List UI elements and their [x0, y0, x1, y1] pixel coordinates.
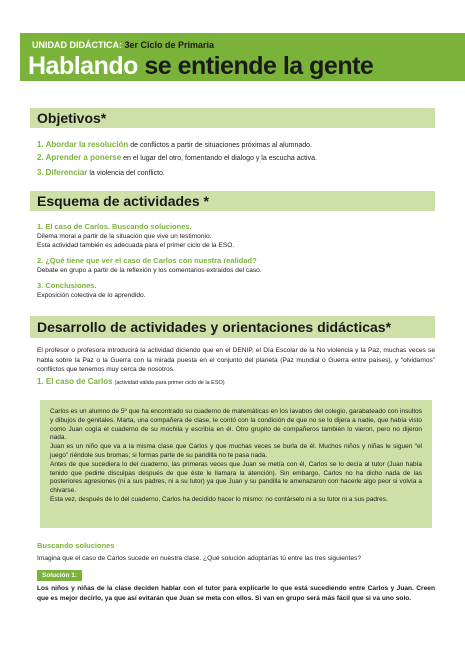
activity-item [37, 256, 437, 275]
activity-title: 2. ¿Qué tiene que ver el caso de Carlos con nuestra realidad? [37, 256, 257, 265]
objective-number: 1. [37, 140, 44, 149]
activity-item [37, 222, 437, 250]
unit-label: UNIDAD DIDÁCTICA: [32, 40, 122, 50]
page-title [28, 52, 373, 81]
objective-highlight: Diferenciar [45, 168, 88, 177]
case-title [37, 377, 225, 386]
header-banner [20, 33, 465, 81]
activity-title: 1. El caso de Carlos. Buscando soluciones. [37, 222, 192, 231]
activities-heading: Esquema de actividades * [30, 191, 435, 211]
solution-text: Los niños y niñas de la clase deciden hablar con el tutor para explicarle lo que está sucediendo entre Carlos y Juan. Creen que es mejor decirlo, ya que así evitarán que Juan se meta con ellos. Si van en grupo será más fácil que si va uno solo. [37, 585, 435, 602]
title-part-1: Hablando [28, 52, 138, 80]
story-paragraph: Juan es un niño que va a la misma clase que Carlos y que muchas veces se burla de él. Muchos niños y niñas le siguen “el juego” riéndole sus bromas; si formas parte de su pandilla no te pasa nada. [50, 443, 422, 459]
story-paragraph: Antes de que sucediera lo del cuaderno, las primeras veces que Juan se metía con él, Carlos se lo decía al tutor (Juan había tenido que pedirle disculpas después de que éste le llamara la atención). Sin embargo, Carlos no ha dicho nada de las posteriores agresiones (ni a sus padres, ni a su tutor) ya que Juan y su pandilla le amenazaron con hacerle algo peor si volvía a chivarse. [50, 460, 422, 495]
objective-text: de conflictos a partir de situaciones próximas al alumnado. [130, 142, 312, 149]
case-note: (actividad válida para primer ciclo de la ESO) [114, 380, 225, 386]
objective-item [37, 140, 312, 149]
activity-line: Exposición colectiva de lo aprendido. [37, 292, 146, 299]
objective-highlight: Abordar la resolución [45, 140, 129, 149]
unit-level: 3er Ciclo de Primaria [124, 40, 215, 50]
activity-line: Dilema moral a partir de la situación que vive un testimonio. [37, 233, 212, 240]
objective-number: 2. [37, 153, 44, 162]
solutions-question: Imagina que el caso de Carlos sucede en nuestra clase. ¿Qué solución adoptarías tú entre las tres siguientes? [37, 555, 362, 562]
development-heading: Desarrollo de actividades y orientaciones didácticas* [30, 316, 435, 338]
objective-highlight: Aprender a ponerse [45, 153, 122, 162]
activity-title: 3. Conclusiones. [37, 281, 97, 290]
objective-item [37, 153, 317, 162]
activity-item [37, 281, 437, 300]
activity-line: Esta actividad también es adecuada para el primer ciclo de la ESO. [37, 242, 235, 249]
solution-label: Solución 1: [37, 570, 82, 581]
objectives-heading: Objetivos* [30, 108, 435, 128]
story-paragraph: Carlos es un alumno de 5º que ha encontrado su cuaderno de matemáticas en los lavabos del colegio, garabateado con insultos y dibujos de genitales. Marta, una compañera de clase, le contó con la condición de que no se lo dijera a nadie, que había visto como Juan cogía el cuaderno de su mochila y escribía en él. Otro grupito de compañeros también lo vieron, pero no dijeron nada. [50, 408, 422, 442]
objective-text: la violencia del conflicto. [89, 170, 165, 177]
objective-item [37, 168, 165, 177]
title-part-2: se entiende la gente [144, 52, 374, 80]
activity-line: Debate en grupo a partir de la reflexión y los comentarios extraídos del caso. [37, 267, 262, 274]
development-intro: El profesor o profesora introducirá la actividad diciendo que en el DENIP, el Día Escolar de la No violencia y la Paz, muchas veces se habla sobre la Paz o la Guerra con la mirada puesta en el conjunto del planeta (Paz mundial o Guerra entre países), y “olvidamos” conflictos que tenemos muy cerca de nosotros. [37, 347, 435, 374]
unit-kicker [32, 40, 214, 50]
objective-text: en el lugar del otro, fomentando el dialogo y la escucha activa. [123, 155, 317, 162]
case-story-panel [40, 400, 432, 528]
objective-number: 3. [37, 168, 44, 177]
case-title-text: 1. El caso de Carlos [37, 377, 113, 386]
solutions-subheading: Buscando soluciones [37, 541, 115, 550]
story-paragraph: Esta vez, después de lo del cuaderno, Carlos ha decidido hacer lo mismo: no contárselo ni a su tutor ni a sus padres. [50, 495, 388, 503]
